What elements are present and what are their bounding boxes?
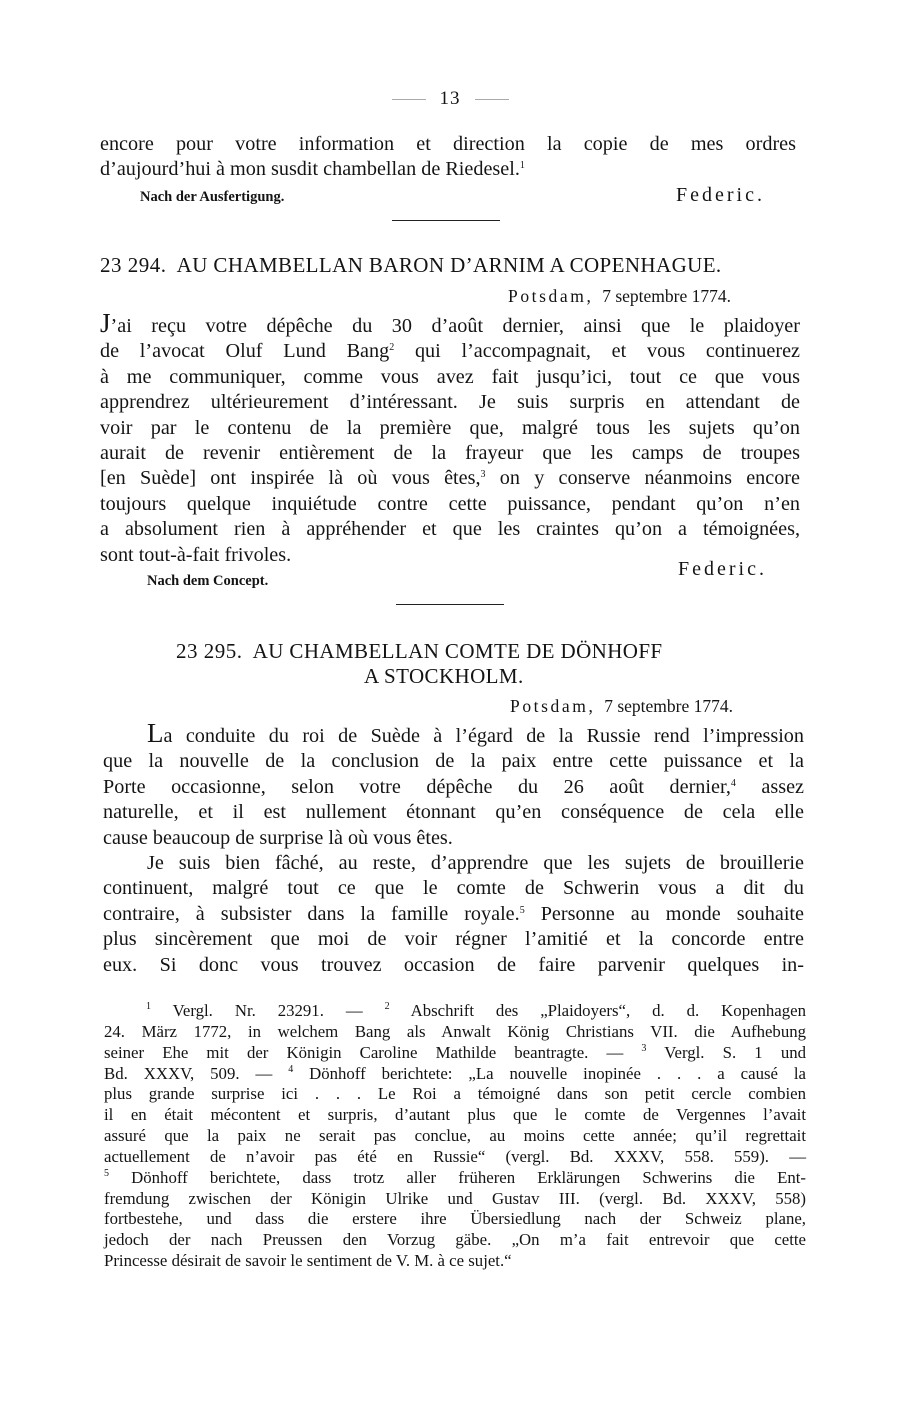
text-line: d’aujourd’hui à mon susdit chambellan de Riedesel.$^1$ bbox=[100, 158, 525, 181]
footnote-mark: 4 bbox=[288, 1063, 294, 1075]
text-line: contraire, à subsister dans la famille royale.$^5$ Personne au monde souhaite bbox=[103, 902, 805, 925]
footnote-mark: 3 bbox=[641, 1042, 647, 1054]
footnote-ref: 4 bbox=[730, 777, 736, 789]
signature: Federic. bbox=[678, 558, 767, 580]
footnote-line: assuré que la paix ne serait pas conclue, au moins cette année; qu’il regrettait bbox=[104, 1126, 806, 1146]
date: 7 septembre 1774. bbox=[604, 696, 734, 716]
text-line: [en Suède] ont inspirée là où vous êtes,$^3$ on y conserve néanmoins encore bbox=[100, 467, 800, 490]
section-divider bbox=[392, 220, 500, 221]
footnote-line: actuellement de n’avoir pas été en Russie“ (vergl. Bd. XXXV, 558. 559). — bbox=[104, 1146, 806, 1166]
initial-letter: L bbox=[147, 718, 164, 748]
footnote-line: 24. März 1772, in welchem Bang als Anwalt König Christians VII. die Aufhebung bbox=[104, 1021, 806, 1041]
ornament-dash-left bbox=[392, 99, 426, 100]
ornament-dash-right bbox=[475, 99, 509, 100]
footnote-line: Princesse désirait de savoir le sentiment de V. M. à ce sujet.“ bbox=[104, 1251, 512, 1271]
footnote-ref: 5 bbox=[519, 904, 525, 916]
footnote-line: $^1$ Vergl. Nr. 23291. — $^2$ Abschrift des „Plaidoyers“, d. d. Kopenhagen bbox=[146, 1001, 806, 1020]
text-line: Porte occasionne, selon votre dépêche du 26 août dernier,$^4$ assez bbox=[103, 775, 804, 798]
place: Potsdam, bbox=[510, 696, 596, 716]
dateline bbox=[510, 696, 733, 717]
footnote-ref: 3 bbox=[480, 469, 486, 481]
text-line: a absolument rien à appréhender et que les craintes qu’on a témoignées, bbox=[100, 518, 800, 541]
letter-number: 23 295. bbox=[176, 639, 243, 663]
text-line: apprendrez ultérieurement d’intéressant. Je suis surpris en attendant de bbox=[100, 391, 800, 414]
footnote-line: Bd. XXXV, 509. — $^4$ Dönhoff berichtete: „La nouvelle inopinée . . . a causé la bbox=[104, 1063, 806, 1083]
letter-body bbox=[103, 718, 805, 978]
place: Potsdam, bbox=[508, 286, 594, 306]
footnote-mark: 5 bbox=[104, 1167, 109, 1179]
source-note: Nach dem Concept. bbox=[147, 573, 269, 589]
text-line: La conduite du roi de Suède à l’égard de la Russie rend l’impression bbox=[147, 718, 804, 748]
letter-heading bbox=[100, 253, 722, 278]
footnote-mark: 2 bbox=[384, 1001, 390, 1012]
footnotes bbox=[104, 1001, 806, 1272]
letter-title-continued: A STOCKHOLM. bbox=[364, 664, 524, 688]
footnote-ref: 2 bbox=[389, 342, 395, 354]
footnote-line: plus grande surprise ici . . . Le Roi a témoigné dans son petit cercle combien bbox=[104, 1084, 806, 1104]
text-line: aurait de revenir entièrement de la frayeur que les camps de troupes bbox=[100, 442, 800, 465]
text-line: toujours quelque inquiétude contre cette puissance, pendant qu’on n’en bbox=[100, 492, 800, 515]
footnote-line: jedoch der nach Preussen den Vorzug gäbe. „On m’a fait entrevoir que cette bbox=[104, 1230, 806, 1250]
text-line: J’ai reçu votre dépêche du 30 d’août dernier, ainsi que le plaidoyer bbox=[100, 308, 800, 338]
page-number bbox=[0, 88, 900, 110]
section-divider bbox=[396, 604, 504, 605]
letter-heading bbox=[176, 639, 663, 664]
initial-letter: J bbox=[100, 308, 111, 338]
text-line: plus sincèrement que moi de voir régner l’amitié et la concorde entre bbox=[103, 928, 804, 951]
footnote-line: fortbestehe, und dass die erstere ihre Übersiedlung nach der Schweiz plane, bbox=[104, 1209, 806, 1229]
signature: Federic. bbox=[676, 184, 765, 206]
page-number-text: 13 bbox=[439, 88, 461, 109]
footnote-line: $^5$ Dönhoff berichtete, dass trotz aller früheren Erklärungen Schwerins die Ent- bbox=[104, 1167, 806, 1187]
text-line: sont tout-à-fait frivoles. bbox=[100, 543, 292, 566]
footnote-ref: 1 bbox=[519, 160, 525, 172]
footnote-line: seiner Ehe mit der Königin Caroline Mathilde beantragte. — $^3$ Vergl. S. 1 und bbox=[104, 1042, 806, 1062]
footnote-line: fremdung zwischen der Königin Ulrike und Gustav III. (vergl. Bd. XXXV, 558) bbox=[104, 1188, 806, 1208]
source-note: Nach der Ausfertigung. bbox=[140, 189, 285, 205]
text-line: de l’avocat Oluf Lund Bang$^2$ qui l’accompagnait, et vous continuerez bbox=[100, 340, 800, 363]
dateline bbox=[508, 286, 731, 307]
letter-number: 23 294. bbox=[100, 253, 167, 277]
text-line: à me communiquer, comme vous avez fait jusqu’ici, tout ce que vous bbox=[100, 365, 800, 388]
letter-body bbox=[100, 308, 800, 568]
letter-title: AU CHAMBELLAN COMTE DE DÖNHOFF bbox=[252, 639, 663, 663]
text-line: continuent, malgré tout ce que le comte de Schwerin vous a dit du bbox=[103, 877, 804, 900]
text-line: voir par le contenu de la première que, malgré tous les sujets qu’on bbox=[100, 416, 800, 439]
text-line: Je suis bien fâché, au reste, d’apprendre que les sujets de brouillerie bbox=[147, 852, 804, 875]
previous-letter-ending bbox=[100, 132, 796, 183]
text-line: eux. Si donc vous trouvez occasion de faire parvenir quelques in- bbox=[103, 953, 804, 976]
date: 7 septembre 1774. bbox=[602, 286, 732, 306]
letter-title: AU CHAMBELLAN BARON D’ARNIM A COPENHAGUE. bbox=[176, 253, 722, 277]
footnote-mark: 1 bbox=[146, 1001, 151, 1012]
text-line: naturelle, et il est nullement étonnant qu’en conséquence de cela elle bbox=[103, 801, 804, 824]
text-line: que la nouvelle de la conclusion de la paix entre cette puissance et la bbox=[103, 750, 804, 773]
footnote-line: il en était mécontent et surpris, d’autant plus que le comte de Vergennes l’avait bbox=[104, 1105, 806, 1125]
text-line: cause beaucoup de surprise là où vous êtes. bbox=[103, 826, 453, 849]
text-line: encore pour votre information et direction la copie de mes ordres bbox=[100, 133, 796, 155]
